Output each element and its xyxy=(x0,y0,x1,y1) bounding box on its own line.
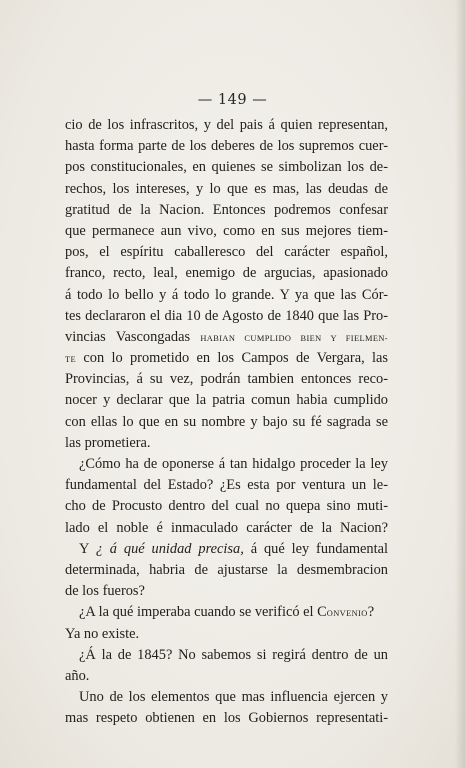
text-line-29: mas respeto obtienen en los Gobiernos representati- xyxy=(65,710,388,727)
text-line-25: Ya no existe. xyxy=(65,625,140,642)
text-line-3: pos constitucionales, en quienes se simbolizan los de- xyxy=(65,159,388,176)
text-line-16: las prometiera. xyxy=(65,434,151,451)
text-line-15: con ellas lo que en su nombre y bajo su fé sagrada se xyxy=(65,413,388,430)
small-caps-text: ONVENIO xyxy=(326,609,368,619)
text-segment: á qué ley fundamental xyxy=(243,540,388,557)
text-line-13: Provincias, á su vez, podrán tambien entonces reco- xyxy=(65,371,388,388)
text-line-17: ¿Cómo ha de oponerse á tan hidalgo proceder la ley xyxy=(79,456,388,472)
text-line-14: nocer y declarar que la patria comun habia cumplido xyxy=(65,392,388,409)
small-caps-text: TE xyxy=(65,355,77,365)
body-text xyxy=(65,115,388,729)
text-line-4: rechos, los intereses, y lo que es mas, las deudas de xyxy=(65,180,388,197)
text-line-2: hasta forma parte de los deberes de los supremos cuer- xyxy=(65,138,388,155)
text-segment: con lo prometido en los Campos de Vergara, las xyxy=(76,350,388,367)
text-line-5: gratitud de la Nacion. Entonces podremos confesar xyxy=(65,201,388,218)
text-segment: ¿A la qué imperaba cuando se verificó el C xyxy=(79,604,327,621)
text-line-20: lado el noble é inmaculado carácter de la Nacion? xyxy=(65,519,388,536)
page-number: — 149 — xyxy=(197,92,268,108)
text-line-12 xyxy=(65,348,388,369)
text-line-1: cio de los infrascritos, y del pais á quien representan, xyxy=(65,117,388,133)
text-segment: Y xyxy=(79,540,96,557)
text-line-18: fundamental del Estado? ¿Es esta por ventura un le- xyxy=(65,477,388,494)
text-line-6: que permanece aun vivo, como en sus mejores tiem- xyxy=(65,222,388,239)
text-line-26: ¿Á la de 1845? No sabemos si regirá dentro de un xyxy=(79,646,388,663)
page-edge-shadow xyxy=(455,0,465,768)
text-line-11 xyxy=(65,327,388,348)
text-line-24 xyxy=(65,602,388,623)
text-line-27: año. xyxy=(65,667,90,684)
text-line-10: tes declararon el dia 10 de Agosto de 1840 que las Pro- xyxy=(65,307,388,324)
text-segment: vincias Vascongadas xyxy=(65,328,201,345)
text-line-9: á todo lo bello y á todo lo grande. Y ya que las Cór- xyxy=(65,286,388,303)
text-line-23: de los fueros? xyxy=(65,583,145,600)
text-line-28: Uno de los elementos que mas influencia ejercen y xyxy=(79,689,388,706)
italic-text: ¿ á qué unidad precisa, xyxy=(95,540,244,557)
text-line-8: franco, recto, leal, enemigo de argucias, apasionado xyxy=(65,265,388,282)
text-line-7: pos, el espíritu caballeresco del carácter español, xyxy=(65,244,388,261)
text-line-21 xyxy=(65,539,388,560)
text-line-19: cho de Procusto dentro del cual no quepa sino muti- xyxy=(65,498,388,515)
text-line-22: determinada, habria de ajustarse la desmembracion xyxy=(65,561,388,578)
small-caps-text: HABIAN CUMPLIDO BIEN Y FIELMEN- xyxy=(200,333,388,343)
text-segment: ? xyxy=(367,604,375,621)
